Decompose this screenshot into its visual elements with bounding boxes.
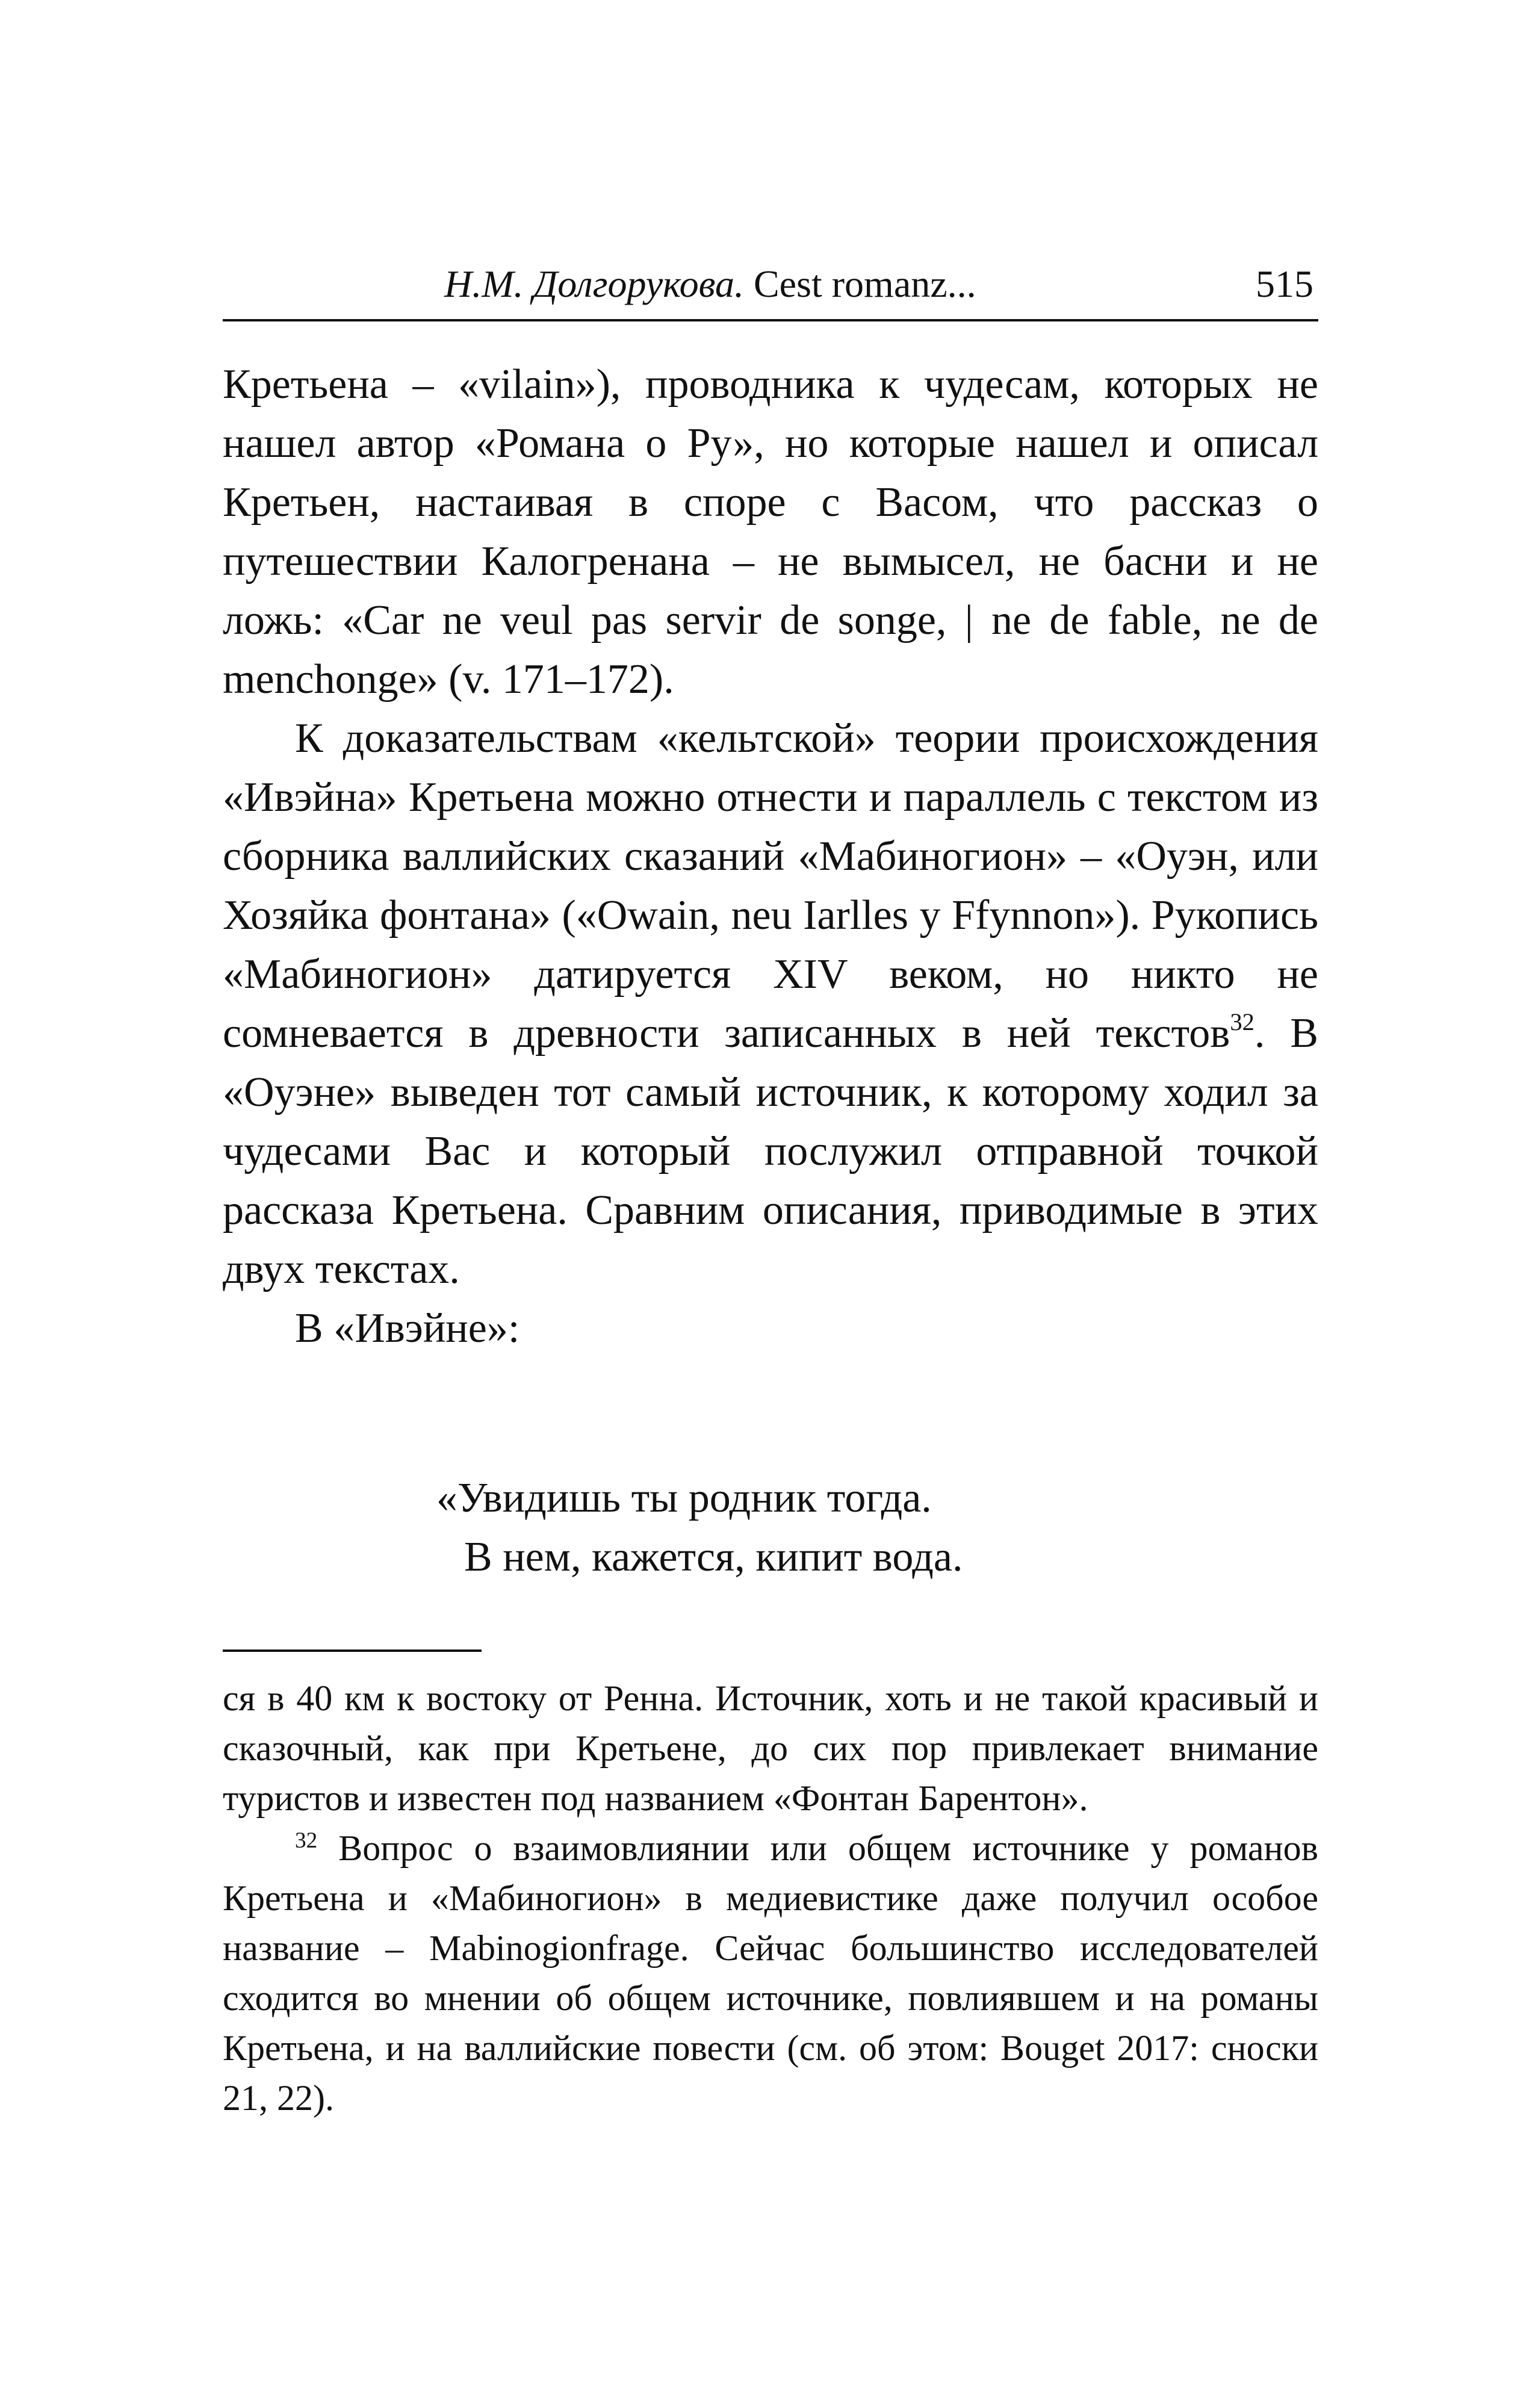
footnote-rule <box>223 1649 482 1652</box>
paragraph-2-text: К доказательствам «кельтской» теории происхождения «Ивэйна» Кретьена можно отнести и параллель с текстом из сборника валлийских сказаний «Мабиногион» – «Оуэн, или Хозяйка фонтана» («Owain, neu Iarlles y Ffynnon»). Рукопись «Мабиногион» датируется XIV веком, но никто не сомневается в древности записанных в ней текстов <box>223 715 1318 1057</box>
footnote-32-text: Вопрос о взаимовлиянии или общем источнике у романов Кретьена и «Мабиногион» в медиевистике даже получил особое название – Mabinogionfrage. Сейчас большинство исследователей сходится во мнении об общем источнике, повлиявшем и на романы Кретьена, и на валлийские повести (см. об этом: Bouget 2017: сноски 21, 22). <box>223 1828 1318 2118</box>
paragraph-3: В «Ивэйне»: <box>295 1305 520 1351</box>
footnote-32 <box>223 1823 1318 2123</box>
footnotes <box>223 1674 1318 2123</box>
verse-quote <box>436 1469 963 1587</box>
running-header <box>223 262 1318 305</box>
footnote-continuation: ся в 40 км к востоку от Ренна. Источник, хоть и не такой красивый и сказочный, как при Кретьене, до сих пор привлекает внимание туристов и известен под названием «Фонтан Барентон». <box>223 1678 1318 1818</box>
running-title <box>444 262 976 305</box>
page-number: 515 <box>1256 262 1313 305</box>
paragraph-2-continued: . В «Оуэне» выведен тот самый источник, к которому ходил за чудесами Вас и который послужил отправной точкой рассказа Кретьена. Сравним описания, приводимые в этих двух текстах. <box>223 1010 1318 1292</box>
verse-line-2: В нем, кажется, кипит вода. <box>464 1534 963 1580</box>
paragraph-2 <box>223 709 1318 1299</box>
header-rule <box>223 319 1318 321</box>
verse-line-1: «Увидишь ты родник тогда. <box>436 1475 932 1521</box>
running-title-author: Н.М. Долгорукова. <box>444 262 744 305</box>
running-title-work: Cest romanz... <box>753 262 976 305</box>
main-text <box>223 355 1318 1358</box>
paragraph-1: Кретьена – «vilain»), проводника к чудесам, которых не нашел автор «Романа о Ру», но которые нашел и описал Кретьен, настаивая в споре с Васом, что рассказ о путешествии Калогренана – не вымысел, не басни и не ложь: «Car ne veul pas servir de songe, | ne de fable, ne de menchonge» (v. 171–172). <box>223 361 1318 703</box>
footnote-ref-32[interactable]: 32 <box>1230 1008 1254 1035</box>
footnote-32-marker: 32 <box>295 1828 318 1853</box>
